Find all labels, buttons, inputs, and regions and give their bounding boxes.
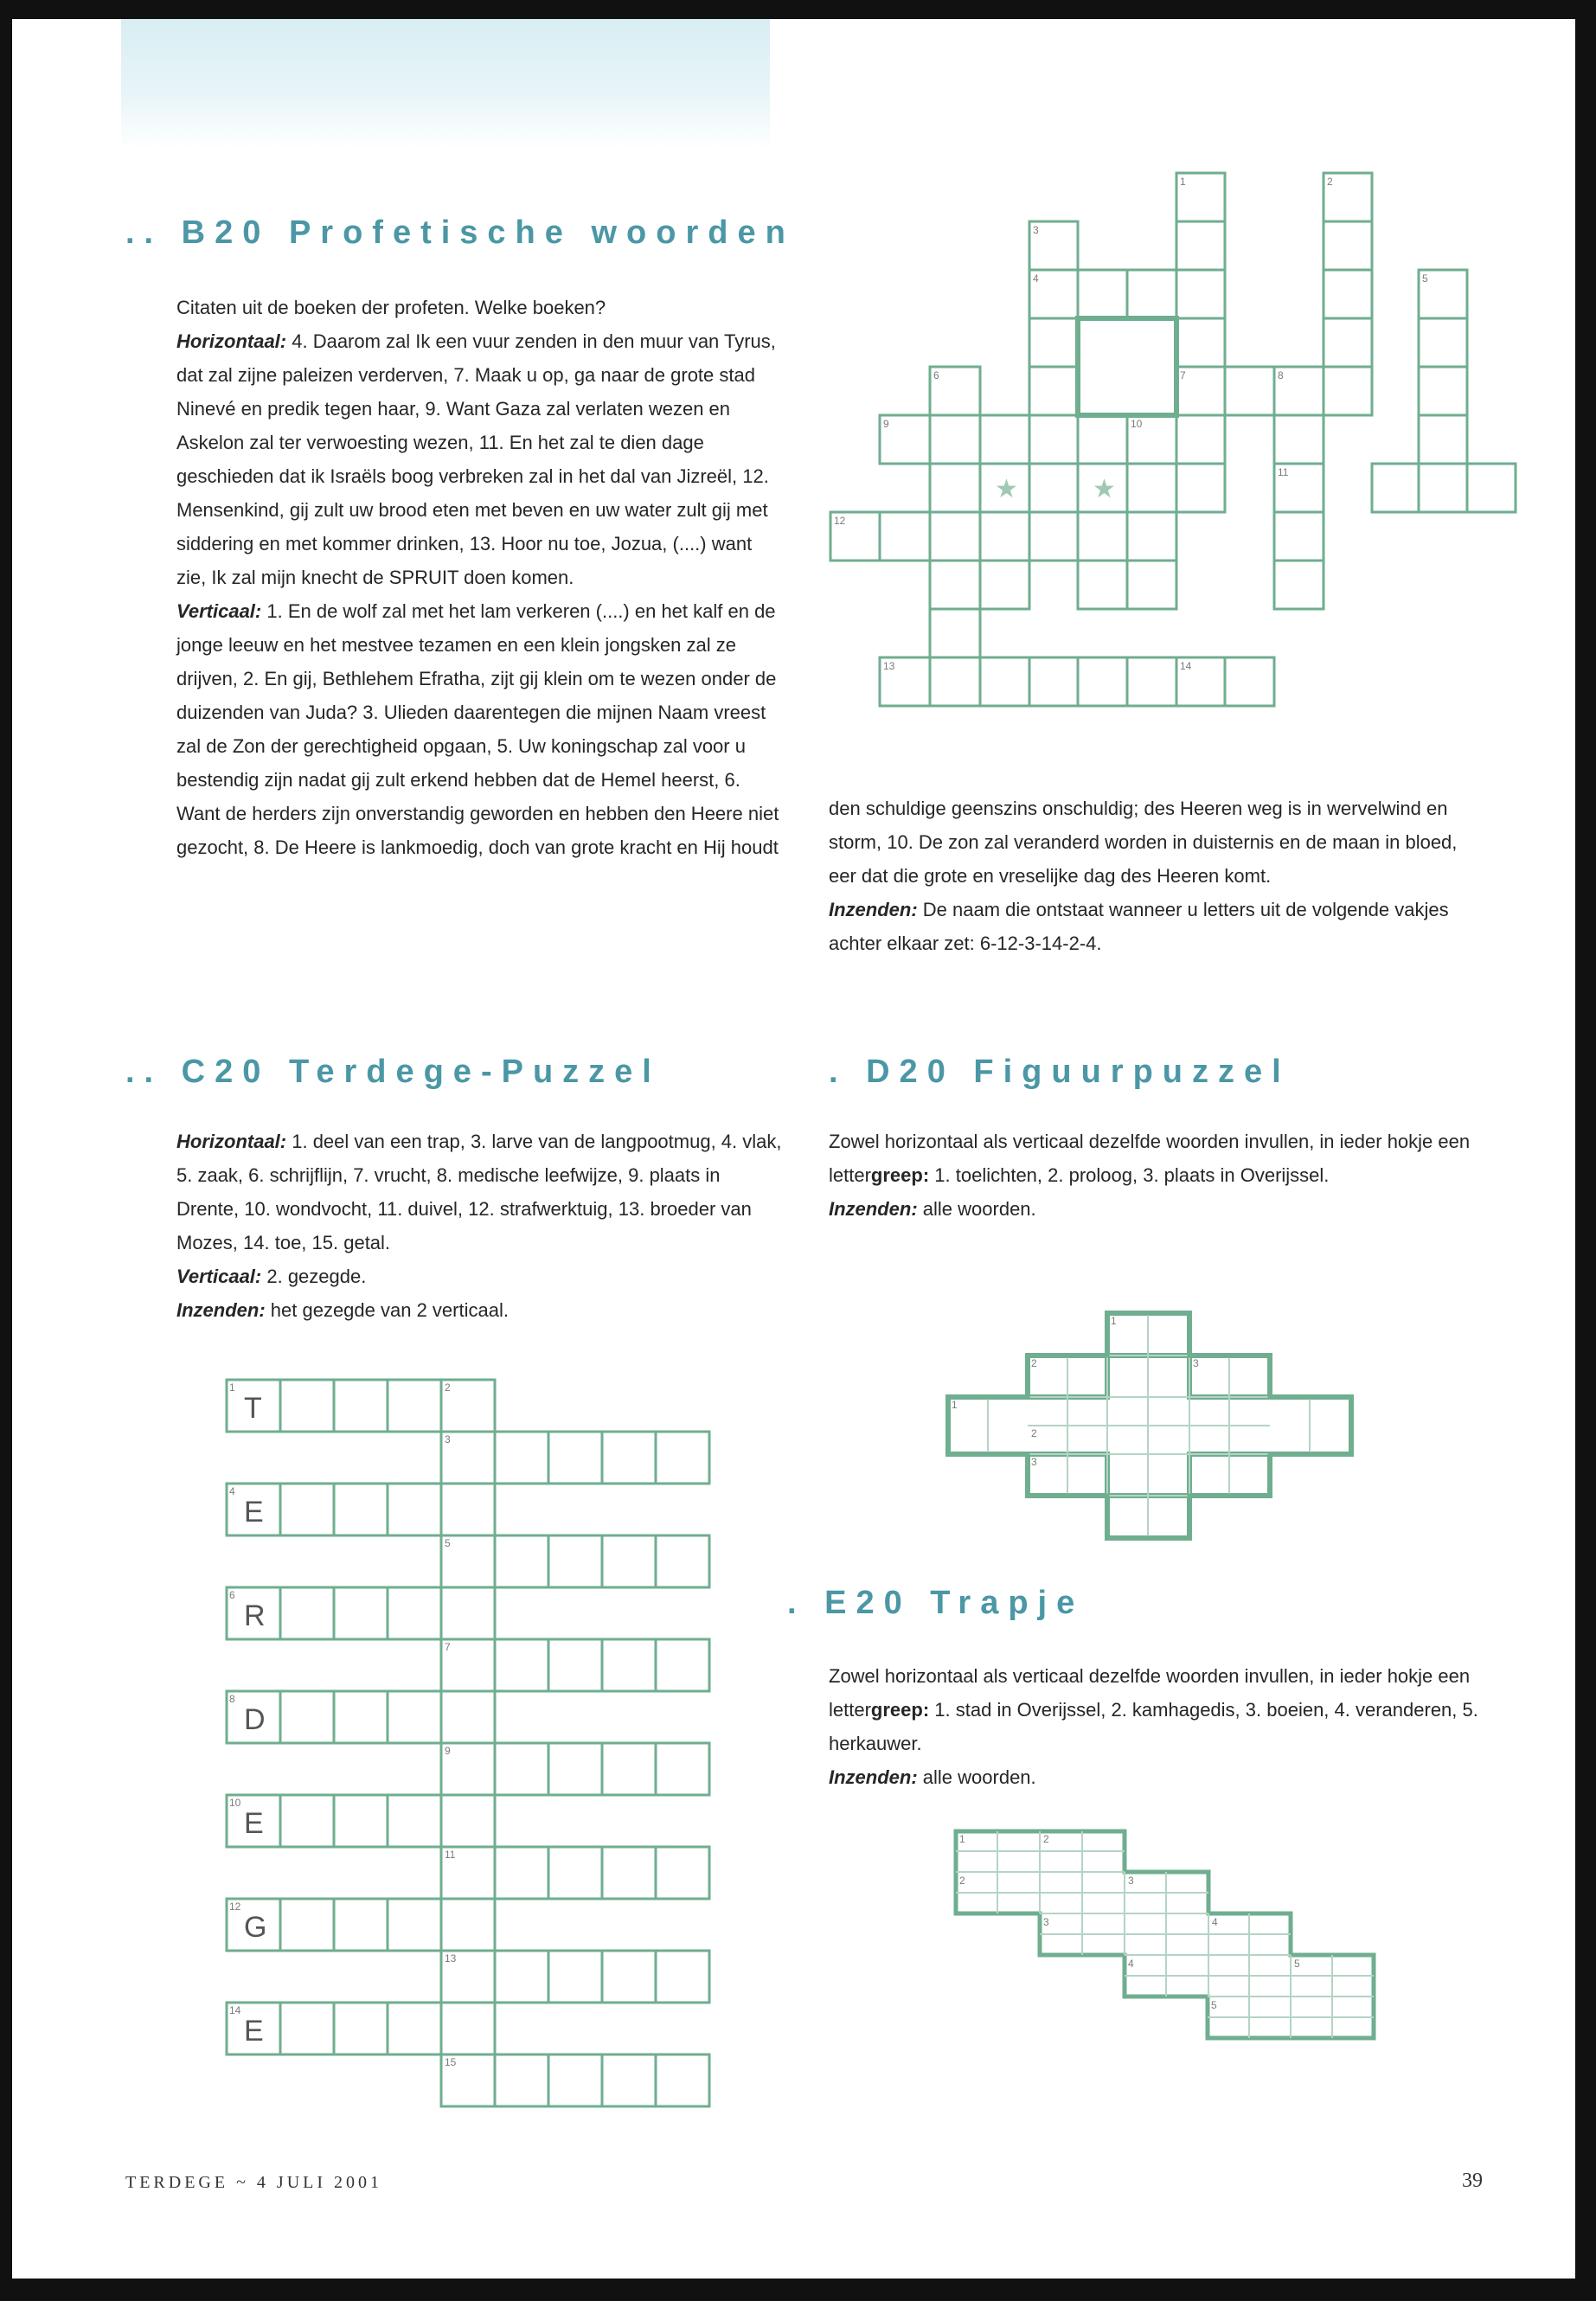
e20-text bbox=[829, 1659, 1486, 1794]
d20-instructions-b: 1. toelichten, 2. proloog, 3. plaats in Overijssel. bbox=[929, 1164, 1330, 1186]
c20-number-5: 5 bbox=[445, 1537, 451, 1549]
d20-instructions-a: Zowel horizontaal als verticaal dezelfde woorden invullen, in ieder hokje een letter bbox=[829, 1131, 1471, 1186]
b20-number-3: 3 bbox=[1033, 224, 1039, 236]
b20-number-2: 2 bbox=[1327, 176, 1333, 188]
c20-horizontaal-clues: 1. deel van een trap, 3. larve van de langpootmug, 4. vlak, 5. zaak, 6. schrijflijn, 7. vrucht, 8. medische leefwijze, 9. plaats in Drente, 10. wondvocht, 11. duivel, 12. strafwerktuig, 13. broeder van Mozes, 14. toe, 15. getal. bbox=[176, 1131, 782, 1253]
scan-border-left bbox=[0, 0, 12, 2301]
e20-number-5-across: 5 bbox=[1211, 1999, 1217, 2011]
b20-verticaal bbox=[176, 594, 782, 864]
c20-number-7: 7 bbox=[445, 1641, 451, 1653]
c20-letter-10: E bbox=[244, 1807, 264, 1840]
scan-border-right bbox=[1575, 0, 1596, 2301]
e20-heading: . E20 Trapje bbox=[787, 1585, 1085, 1621]
footer-publication: TERDEGE ~ 4 JULI 2001 bbox=[125, 2173, 383, 2192]
c20-number-8: 8 bbox=[229, 1693, 235, 1705]
e20-number-3-across: 3 bbox=[1043, 1916, 1049, 1928]
e20-inzenden bbox=[829, 1760, 1486, 1794]
e20-instructions bbox=[829, 1659, 1486, 1760]
b20-inzenden-label: Inzenden: bbox=[829, 899, 918, 920]
d20-number-2-across: 2 bbox=[1031, 1427, 1037, 1439]
c20-verticaal-label: Verticaal: bbox=[176, 1266, 262, 1287]
c20-letter-1: T bbox=[244, 1392, 262, 1425]
scan-border-top bbox=[0, 0, 1596, 19]
b20-number-12: 12 bbox=[834, 515, 846, 527]
b20-star-1: ★ bbox=[995, 474, 1018, 504]
c20-inzenden-text: het gezegde van 2 verticaal. bbox=[265, 1299, 509, 1321]
b20-text bbox=[176, 291, 782, 864]
b20-verticaal-continued: den schuldige geenszins onschuldig; des Heeren weg is in wervelwind en storm, 10. De zon zal veranderd worden in duisternis en de maan in bloed, eer dat die grote en vreselijke dag des Heeren komt. bbox=[829, 798, 1458, 887]
d20-instructions bbox=[829, 1125, 1486, 1192]
d20-number-1-down: 1 bbox=[1111, 1315, 1117, 1327]
d20-text bbox=[829, 1125, 1486, 1226]
e20-instructions-a: Zowel horizontaal als verticaal dezelfde woorden invullen, in ieder hokje een letter bbox=[829, 1665, 1471, 1721]
b20-verticaal-label: Verticaal: bbox=[176, 600, 262, 622]
b20-number-13: 13 bbox=[883, 660, 895, 672]
b20-horizontaal bbox=[176, 324, 782, 594]
d20-inner-lines bbox=[988, 1313, 1310, 1538]
b20-number-1: 1 bbox=[1180, 176, 1186, 188]
e20-staircase-grid bbox=[952, 1827, 1384, 2043]
header-wave-banner bbox=[121, 19, 770, 149]
d20-figure-grid bbox=[943, 1311, 1358, 1544]
c20-letter-8: D bbox=[244, 1703, 266, 1736]
c20-cells bbox=[227, 1380, 709, 2106]
c20-number-14: 14 bbox=[229, 2004, 241, 2016]
c20-letter-6: R bbox=[244, 1599, 266, 1632]
d20-inzenden-text: alle woorden. bbox=[917, 1198, 1036, 1220]
c20-number-12: 12 bbox=[229, 1900, 241, 1913]
e20-number-2-down: 2 bbox=[1043, 1833, 1049, 1845]
b20-number-8: 8 bbox=[1278, 369, 1284, 381]
c20-number-1: 1 bbox=[229, 1381, 235, 1394]
c20-number-15: 15 bbox=[445, 2056, 457, 2068]
b20-number-14: 14 bbox=[1180, 660, 1192, 672]
e20-instructions-bold: greep: bbox=[870, 1699, 930, 1721]
c20-verticaal bbox=[176, 1259, 782, 1293]
b20-number-10: 10 bbox=[1131, 418, 1143, 430]
b20-horizontaal-clues: 4. Daarom zal Ik een vuur zenden in den muur van Tyrus, dat zal zijne paleizen verderven, 7. Maak u op, ga naar de grote stad Ninevé en predik tegen haar, 9. Want Gaza zal verlaten wezen en Askelon zal ter verwoesting wezen, 11. En het zal te dien dage geschieden dat ik Israëls boog verbreken zal in het dal van Jizreël, 12. Mensenkind, gij zult uw brood eten met beven en uw water zult gij met siddering en met kommer drinken, 13. Hoor nu toe, Jozua, (....) want zie, Ik zal mijn knecht de SPRUIT doen komen. bbox=[176, 330, 776, 588]
b20-star-2: ★ bbox=[1093, 474, 1116, 504]
c20-number-6: 6 bbox=[229, 1589, 235, 1601]
b20-number-7: 7 bbox=[1180, 369, 1186, 381]
e20-instructions-b: 1. stad in Overijssel, 2. kamhagedis, 3. boeien, 4. veranderen, 5. herkauwer. bbox=[829, 1699, 1478, 1754]
c20-inzenden-label: Inzenden: bbox=[176, 1299, 266, 1321]
footer-page-number: 39 bbox=[1462, 2170, 1483, 2192]
e20-number-4-across: 4 bbox=[1128, 1958, 1134, 1970]
b20-number-9: 9 bbox=[883, 418, 889, 430]
d20-number-2-down: 2 bbox=[1031, 1357, 1037, 1369]
b20-number-4: 4 bbox=[1033, 272, 1039, 285]
d20-number-3-down: 3 bbox=[1193, 1357, 1199, 1369]
scan-border-bottom bbox=[0, 2279, 1596, 2301]
c20-number-11: 11 bbox=[445, 1849, 456, 1861]
c20-letter-14: E bbox=[244, 2015, 264, 2048]
b20-inzenden bbox=[829, 893, 1486, 960]
c20-number-9: 9 bbox=[445, 1745, 451, 1757]
e20-number-2-across: 2 bbox=[959, 1875, 965, 1887]
b20-horizontaal-label: Horizontaal: bbox=[176, 330, 287, 352]
b20-intro: Citaten uit de boeken der profeten. Welke boeken? bbox=[176, 297, 606, 318]
c20-letter-12: G bbox=[244, 1911, 267, 1944]
d20-number-3-across: 3 bbox=[1031, 1456, 1037, 1468]
c20-horizontaal bbox=[176, 1125, 782, 1259]
b20-cells bbox=[830, 173, 1516, 706]
c20-number-3: 3 bbox=[445, 1433, 451, 1445]
c20-letter-4: E bbox=[244, 1496, 264, 1529]
b20-number-11: 11 bbox=[1278, 466, 1289, 478]
e20-inzenden-text: alle woorden. bbox=[917, 1766, 1036, 1788]
b20-inzenden-text: De naam die ontstaat wanneer u letters uit de volgende vakjes achter elkaar zet: 6-12-3-14-2-4. bbox=[829, 899, 1449, 954]
d20-number-1-across: 1 bbox=[952, 1399, 958, 1411]
e20-number-3-down: 3 bbox=[1128, 1875, 1134, 1887]
c20-number-4: 4 bbox=[229, 1485, 235, 1497]
c20-text bbox=[176, 1125, 782, 1327]
d20-instructions-bold: greep: bbox=[870, 1164, 930, 1186]
b20-crossword-grid bbox=[830, 173, 1522, 727]
d20-heading: . D20 Figuurpuzzel bbox=[829, 1054, 1291, 1090]
e20-inzenden-label: Inzenden: bbox=[829, 1766, 918, 1788]
b20-number-6: 6 bbox=[933, 369, 939, 381]
c20-heading: .. C20 Terdege-Puzzel bbox=[125, 1054, 661, 1090]
c20-number-2: 2 bbox=[445, 1381, 451, 1394]
c20-verticaal-clues: 2. gezegde. bbox=[261, 1266, 367, 1287]
c20-crossword-grid bbox=[227, 1380, 746, 2132]
c20-number-10: 10 bbox=[229, 1797, 241, 1809]
b20-heading: .. B20 Profetische woorden bbox=[125, 215, 795, 251]
d20-inzenden-label: Inzenden: bbox=[829, 1198, 918, 1220]
b20-verticaal-clues: 1. En de wolf zal met het lam verkeren (....) en het kalf en de jonge leeuw en het mestvee tezamen en een klein jongsken zal ze drijven, 2. En gij, Bethlehem Efratha, zijt gij klein om te wezen onder de duizenden van Juda? 3. Ulieden daarentegen die mijnen Naam vreest zal de Zon der gerechtigheid opgaan, 5. Uw koningschap zal voor u bestendig zijn nadat gij zult erkend hebben dat de Hemel heerst, 6. Want de herders zijn onverstandig geworden en hebben den Heere niet gezocht, 8. De Heere is lankmoedig, doch van grote kracht en Hij houdt bbox=[176, 600, 779, 858]
e20-number-1: 1 bbox=[959, 1833, 965, 1845]
e20-number-5-down: 5 bbox=[1294, 1958, 1300, 1970]
c20-number-13: 13 bbox=[445, 1952, 457, 1965]
d20-inzenden bbox=[829, 1192, 1486, 1226]
e20-number-4-down: 4 bbox=[1212, 1916, 1218, 1928]
b20-number-5: 5 bbox=[1422, 272, 1428, 285]
c20-horizontaal-label: Horizontaal: bbox=[176, 1131, 287, 1152]
b20-text-continued bbox=[829, 792, 1486, 960]
c20-inzenden bbox=[176, 1293, 782, 1327]
